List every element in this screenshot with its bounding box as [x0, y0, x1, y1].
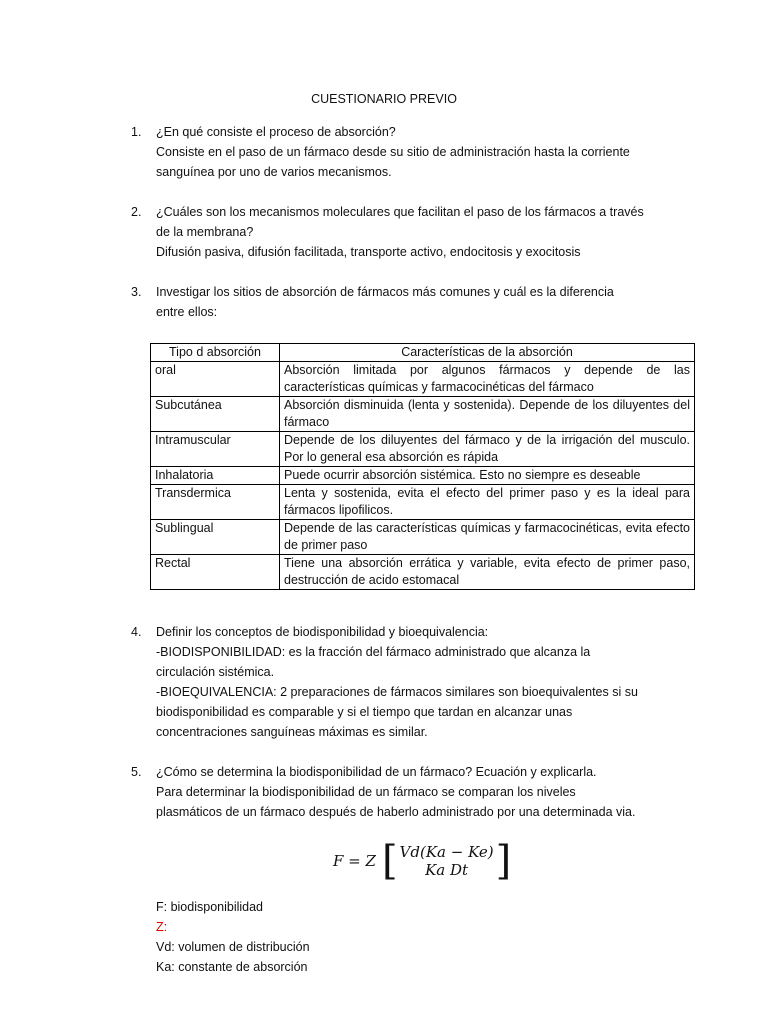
absorption-type: Subcutánea — [151, 397, 280, 432]
table-row — [151, 555, 695, 590]
question-number: 4. — [131, 625, 142, 639]
question-text: ¿Cómo se determina la biodisponibilidad de un fármaco? Ecuación y explicarla. — [156, 765, 597, 779]
question-number: 1. — [131, 125, 142, 139]
absorption-type: Rectal — [151, 555, 280, 590]
definition-line: Z: — [156, 920, 168, 934]
table-row — [151, 467, 695, 485]
absorption-description: Depende de los diluyentes del fármaco y de la irrigación del musculo. Por lo general esa absorción es rápida — [280, 432, 695, 467]
answer-line: circulación sistémica. — [156, 665, 275, 679]
question-number: 2. — [131, 205, 142, 219]
absorption-table — [150, 343, 695, 590]
definition-line: F: biodisponibilidad — [156, 900, 264, 914]
answer-line: Difusión pasiva, difusión facilitada, transporte activo, endocitosis y exocitosis — [156, 245, 581, 259]
absorption-description: Puede ocurrir absorción sistémica. Esto no siempre es deseable — [280, 467, 695, 485]
question-text: Investigar los sitios de absorción de fármacos más comunes y cuál es la diferencia — [156, 285, 614, 299]
question-number: 3. — [131, 285, 142, 299]
absorption-type: Transdermica — [151, 485, 280, 520]
variable-definitions — [156, 897, 310, 977]
definition-line: Ka: constante de absorción — [156, 960, 308, 974]
absorption-description: Tiene una absorción errática y variable, evita efecto de primer paso, destrucción de acido estomacal — [280, 555, 695, 590]
absorption-type: Intramuscular — [151, 432, 280, 467]
column-header-characteristics: Características de la absorción — [280, 344, 695, 362]
bioavailability-equation — [333, 838, 512, 884]
question-text: entre ellos: — [156, 305, 218, 319]
question-text: ¿En qué consiste el proceso de absorción? — [156, 125, 396, 139]
table-header-row — [151, 344, 695, 362]
absorption-description: Depende de las características químicas y farmacocinéticas, evita efecto de primer paso — [280, 520, 695, 555]
question-number: 5. — [131, 765, 142, 779]
definition-line: Vd: volumen de distribución — [156, 940, 310, 954]
equation-fraction — [398, 843, 496, 879]
answer-line: Consiste en el paso de un fármaco desde su sitio de administración hasta la corriente — [156, 145, 630, 159]
close-bracket: ] — [495, 838, 512, 884]
absorption-type: oral — [151, 362, 280, 397]
equation-numerator: Vd(Ka − Ke) — [399, 843, 494, 861]
open-bracket: [ — [381, 838, 398, 884]
answer-line: sanguínea por uno de varios mecanismos. — [156, 165, 392, 179]
answer-line: -BIODISPONIBILIDAD: es la fracción del fármaco administrado que alcanza la — [156, 645, 591, 659]
absorption-description: Absorción disminuida (lenta y sostenida). Depende de los diluyentes del fármaco — [280, 397, 695, 432]
table-row — [151, 362, 695, 397]
absorption-description: Absorción limitada por algunos fármacos y depende de las características químicas y farmacocinéticas del fármaco — [280, 362, 695, 397]
table-row — [151, 520, 695, 555]
equation-lhs: F = Z — [333, 852, 376, 870]
question-text: Definir los conceptos de biodisponibilidad y bioequivalencia: — [156, 625, 489, 639]
equation-denominator: Ka Dt — [425, 861, 469, 879]
document-title: CUESTIONARIO PREVIO — [311, 92, 457, 106]
answer-line: -BIOEQUIVALENCIA: 2 preparaciones de fármacos similares son bioequivalentes si su — [156, 685, 638, 699]
absorption-type: Sublingual — [151, 520, 280, 555]
question-text: ¿Cuáles son los mecanismos moleculares que facilitan el paso de los fármacos a través — [156, 205, 644, 219]
table-row — [151, 485, 695, 520]
answer-line: biodisponibilidad es comparable y si el tiempo que tardan en alcanzar unas — [156, 705, 573, 719]
question-text: de la membrana? — [156, 225, 254, 239]
answer-line: concentraciones sanguíneas máximas es similar. — [156, 725, 428, 739]
column-header-type: Tipo d absorción — [151, 344, 280, 362]
table-row — [151, 432, 695, 467]
answer-line: Para determinar la biodisponibilidad de un fármaco se comparan los niveles — [156, 785, 576, 799]
absorption-description: Lenta y sostenida, evita el efecto del primer paso y es la ideal para fármacos lipofilicos. — [280, 485, 695, 520]
answer-line: plasmáticos de un fármaco después de haberlo administrado por una determinada via. — [156, 805, 636, 819]
table-row — [151, 397, 695, 432]
absorption-type: Inhalatoria — [151, 467, 280, 485]
